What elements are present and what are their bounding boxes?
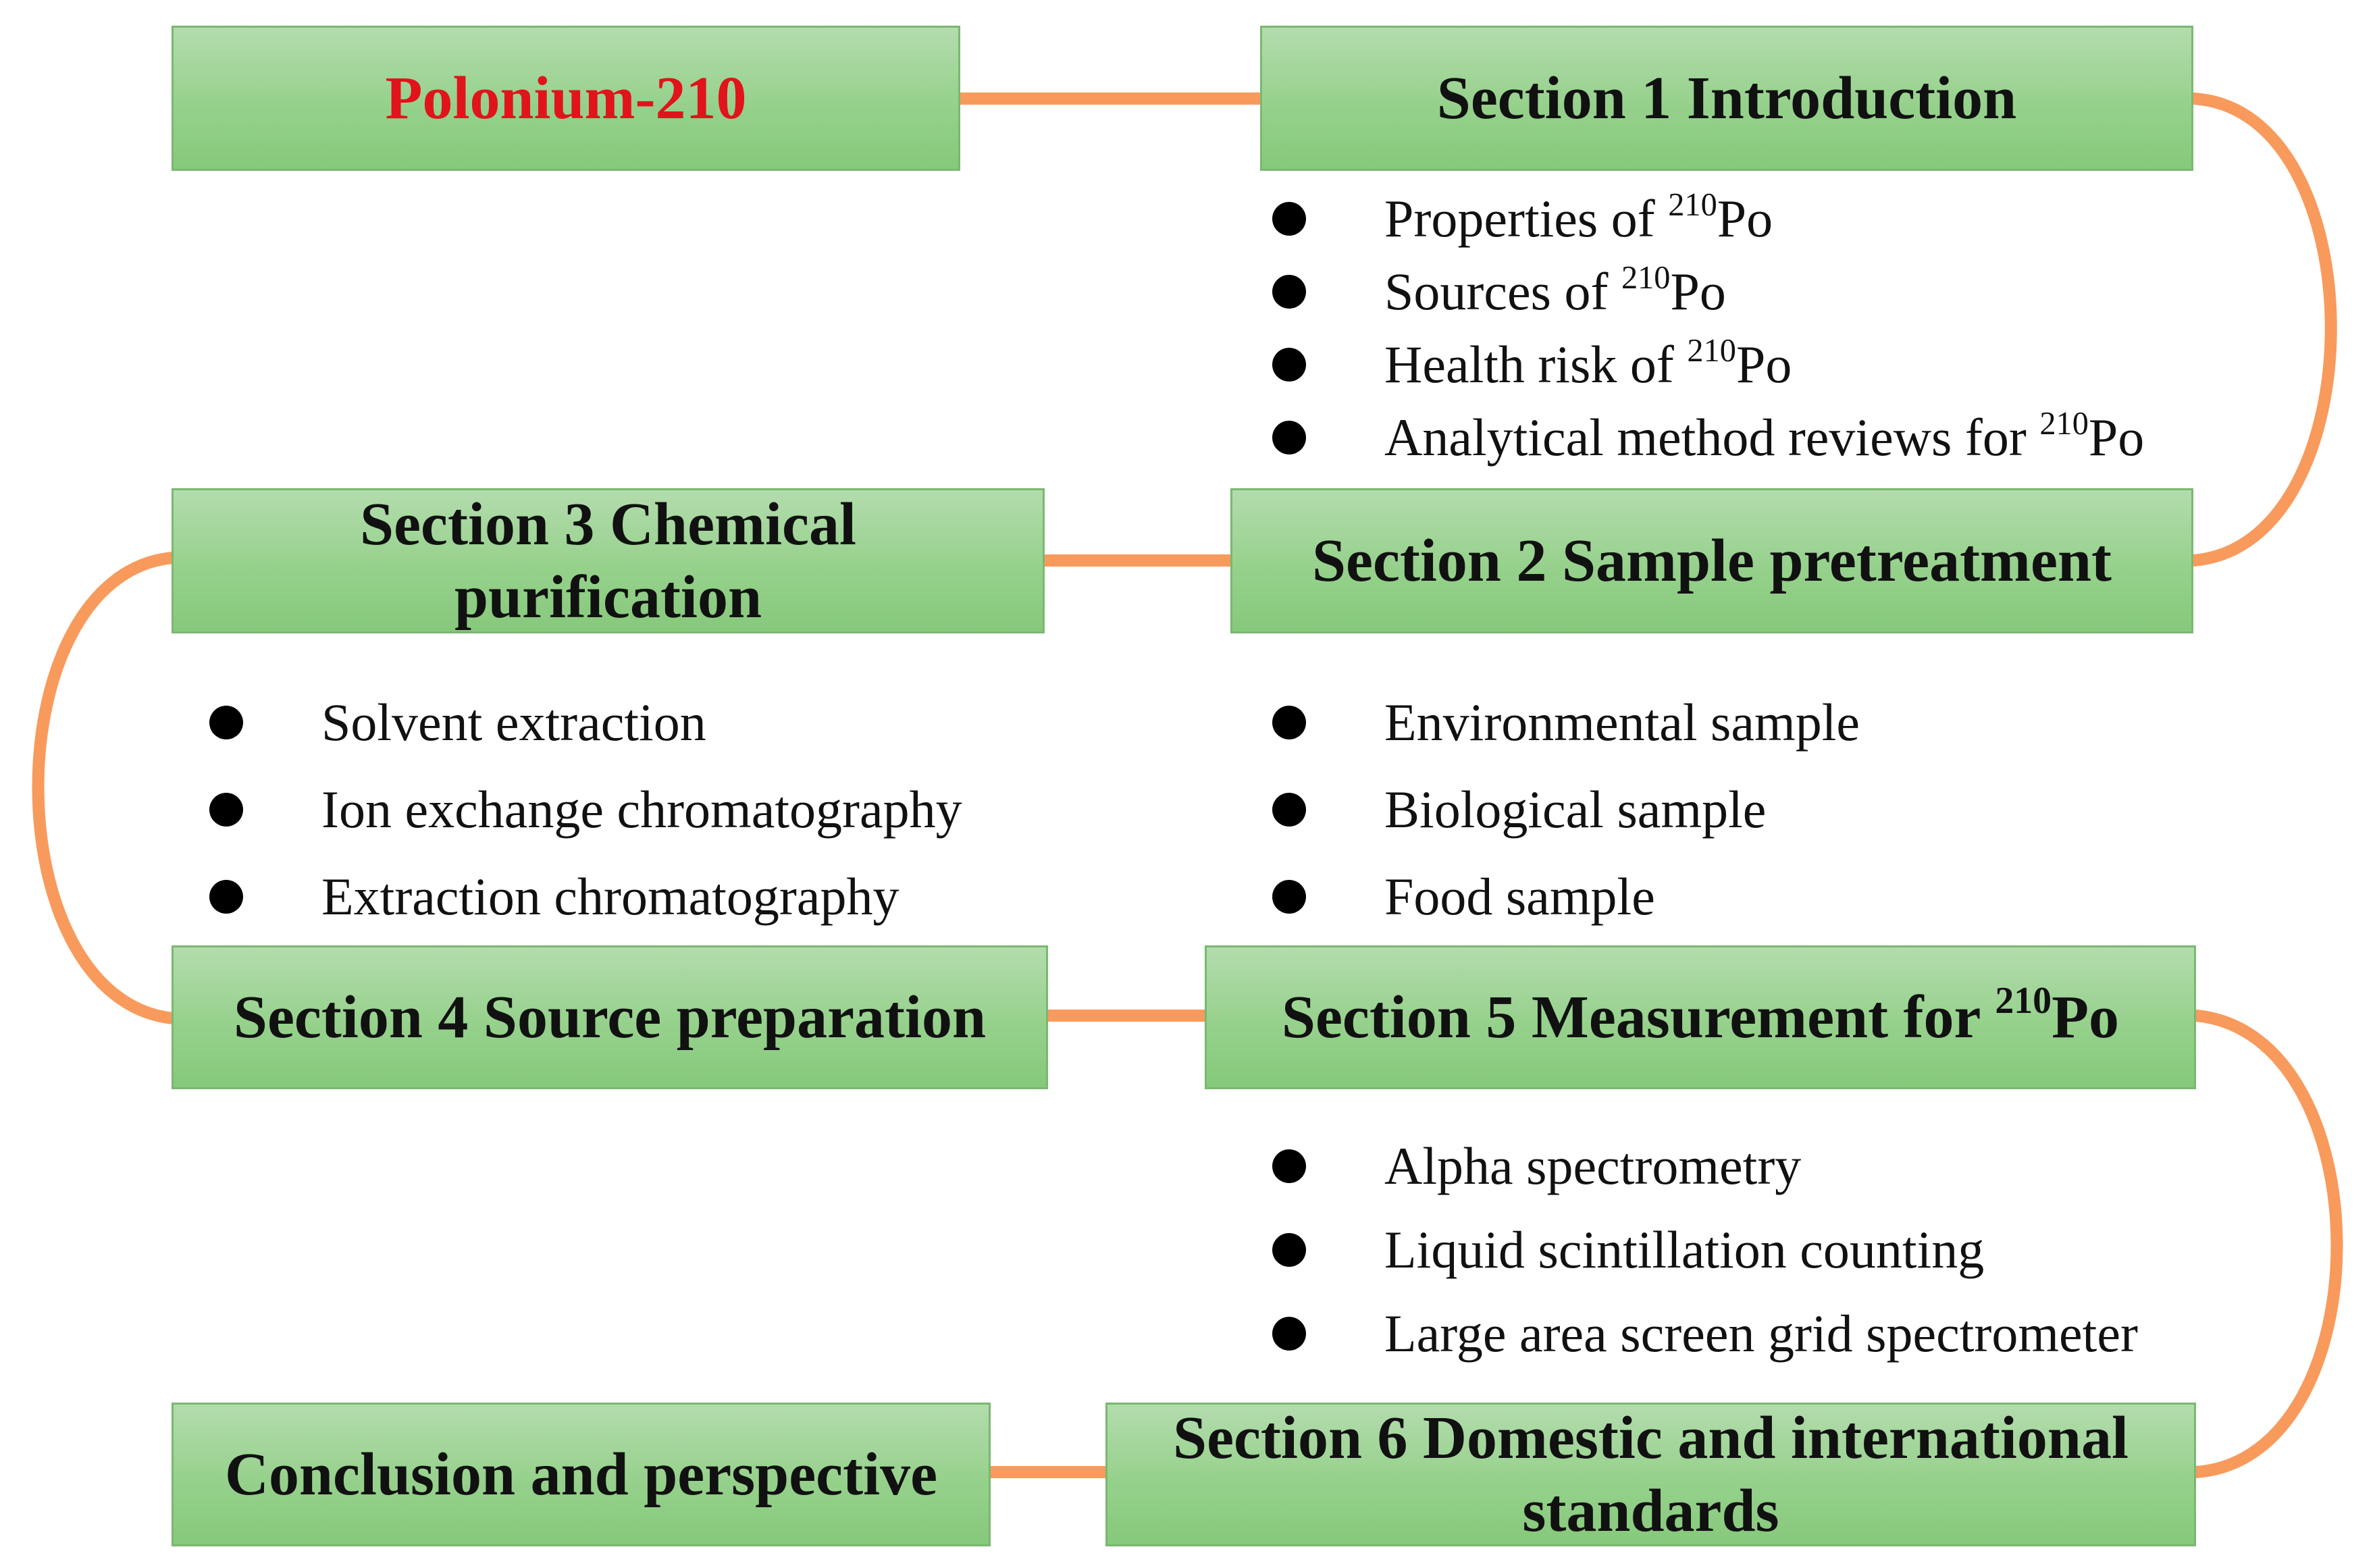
section-1-box [1260,26,2193,171]
section-2-title: Section 2 Sample pretreatment [1312,527,2112,594]
connector-section1-to-section2 [2193,99,2331,560]
section-1-item: Properties of $^{210}$Po [1272,182,2144,255]
connector-section5-to-section6 [2196,1016,2337,1472]
section-3-title-line-2: purification [454,563,762,631]
section-1-bullet-list [1272,182,2144,474]
section-4-box [172,945,1048,1089]
section-5-isotope-symbol: Po [2052,983,2120,1051]
section-6-title-line-2: standards [1522,1477,1779,1544]
section-5-item: Large area screen grid spectrometer [1272,1292,2138,1376]
conclusion-box [172,1403,991,1546]
section-3-title-line-1: Section 3 Chemical [360,490,856,558]
section-2-box [1230,488,2193,633]
section-1-item: Sources of $^{210}$Po [1272,255,2144,328]
polonium-210-box [172,26,960,171]
section-4-title: Section 4 Source preparation [233,983,987,1051]
section-3-item: Solvent extraction [209,679,962,766]
section-5-title [1282,981,2119,1054]
section-5-item: Alpha spectrometry [1272,1124,2138,1208]
section-3-item: Extraction chromatography [209,853,962,940]
section-1-item: Health risk of $^{210}$Po [1272,328,2144,401]
section-5-box [1205,945,2196,1089]
section-3-item: Ion exchange chromatography [209,766,962,853]
connector-section3-to-section4 [38,558,174,1018]
section-1-title: Section 1 Introduction [1436,64,2017,132]
section-5-title-prefix: Section 5 Measurement for [1281,983,1995,1051]
conclusion-title: Conclusion and perspective [224,1440,938,1508]
section-2-bullet-list [1272,679,1860,940]
section-6-title-line-1: Section 6 Domestic and international [1173,1404,2129,1471]
section-1-item: Analytical method reviews for $^{210}$Po [1272,401,2144,474]
polonium-210-title: Polonium-210 [385,64,747,132]
section-3-box [172,488,1045,633]
section-2-item: Food sample [1272,853,1860,940]
section-3-bullet-list [209,679,962,940]
section-2-item: Biological sample [1272,766,1860,853]
section-2-item: Environmental sample [1272,679,1860,766]
section-5-item: Liquid scintillation counting [1272,1208,2138,1292]
section-6-box [1105,1403,2196,1546]
section-5-isotope-mass: 210 [1995,980,2052,1022]
section-5-bullet-list [1272,1124,2138,1376]
